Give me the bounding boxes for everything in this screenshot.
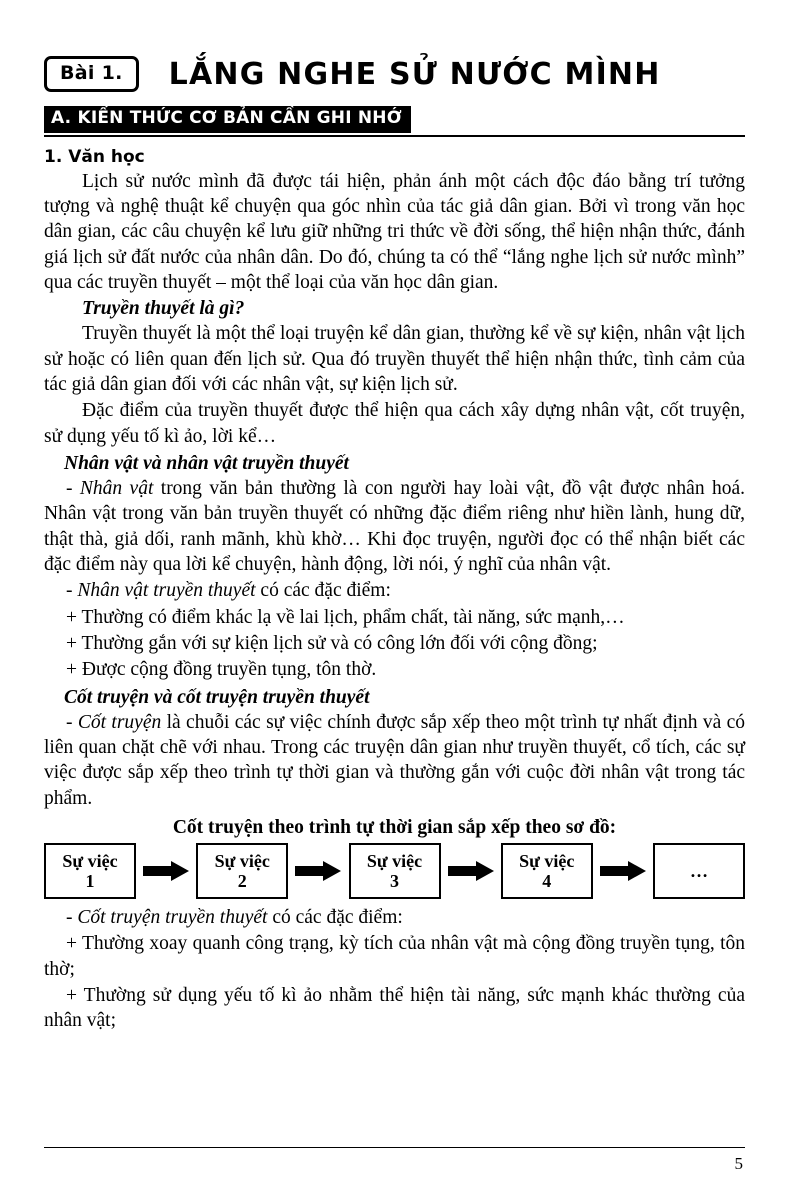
lead-cot-truyen-tt: - Cốt truyện truyền thuyết	[66, 907, 268, 929]
heading-van-hoc: 1. Văn học	[44, 146, 145, 167]
lesson-title: LẮNG NGHE SỬ NƯỚC MÌNH	[168, 56, 661, 92]
flow-box-3	[349, 843, 441, 899]
flow-box-label-2: Sự việc	[214, 850, 270, 871]
text-cot-truyen-tt: có các đặc điểm:	[267, 907, 403, 929]
arrow-right-icon	[143, 860, 189, 882]
flow-box-num-5: …	[690, 861, 708, 882]
lesson-badge: Bài 1.	[44, 56, 139, 92]
flow-box-num-4: 4	[542, 871, 552, 892]
text-nhan-vat: trong văn bản thường là con người hay loài vật, đồ vật được nhân hoá. Nhân vật trong văn bản truyền thuyết có những đặc điểm riêng như hiền lành, hung dữ, thật thà, giả dối, ranh mãnh, khù khờ… Khi đọc truyện, người đọc có thể nhận biết các đặc điểm này qua lời kể chuyện, hành động, lời nói, ý nghĩ của nhân vật.	[44, 477, 745, 576]
section-a-bar: A. KIẾN THỨC CƠ BẢN CẦN GHI NHỚ	[44, 106, 411, 133]
paragraph-dac-diem: Đặc điểm của truyền thuyết được thể hiện qua cách xây dựng nhân vật, cốt truyện, sử dụng yếu tố kì ảo, lời kể…	[44, 400, 745, 447]
term-truyen-thuyet-la-gi: Truyền thuyết là gì?	[82, 298, 245, 320]
bullet-nhan-vat-2: + Thường gắn với sự kiện lịch sử và có công lớn đối với cộng đồng;	[66, 633, 598, 655]
flow-box-label-3: Sự việc	[366, 850, 423, 871]
arrow-right-icon	[295, 860, 341, 882]
bullet-nhan-vat-1: + Thường có điểm khác lạ về lai lịch, phẩm chất, tài năng, sức mạnh,…	[66, 606, 625, 628]
flow-box-num-2: 2	[237, 871, 247, 892]
text-cot-truyen: là chuỗi các sự việc chính được sắp xếp theo một trình tự nhất định và có liên quan chặt chẽ với nhau. Trong các truyện dân gian như truyền thuyết, cổ tích, các sự việc được sắp xếp theo trình tự thời gian và thường gắn với cuộc đời nhân vật trong tác phẩm.	[44, 711, 746, 809]
paragraph-intro: Lịch sử nước mình đã được tái hiện, phản ánh một cách độc đáo bằng trí tưởng tượng và nghệ thuật kể chuyện qua góc nhìn của tác giả dân gian. Bởi vì trong văn học dân gian, các câu chuyện kể lưu giữ những tri thức về đời sống, thể hiện nhận thức, đánh giá lịch sử đất nước của nhân dân. Do đó, chúng ta có thể “lắng nghe lịch sử nước mình” qua các truyền thuyết – một thể loại của văn học dân gian.	[44, 170, 745, 293]
bullet-nhan-vat-3: + Được cộng đồng truyền tụng, tôn thờ.	[66, 659, 377, 681]
text-nhan-vat-tt: có các đặc điểm:	[255, 580, 391, 602]
bullet-cot-truyen-1: + Thường xoay quanh công trạng, kỳ tích của nhân vật mà cộng đồng truyền tụng, tôn thờ;	[44, 933, 745, 980]
flow-box-2	[196, 843, 288, 899]
footer-divider	[44, 1147, 745, 1148]
paragraph-cot-truyen	[44, 710, 745, 811]
lesson-header	[44, 56, 745, 92]
paragraph-nhan-vat	[44, 476, 745, 577]
bullet-cot-truyen-2: + Thường sử dụng yếu tố kì ảo nhằm thể hiện tài năng, sức mạnh khác thường của nhân vật;	[44, 985, 745, 1032]
paragraph-nhan-vat-tt	[44, 578, 745, 603]
lead-cot-truyen: - Cốt truyện	[66, 711, 162, 733]
term-nhan-vat: Nhân vật và nhân vật truyền thuyết	[64, 452, 349, 474]
lead-nhan-vat-tt: - Nhân vật truyền thuyết	[66, 580, 256, 602]
arrow-right-icon	[448, 860, 494, 882]
term-cot-truyen: Cốt truyện và cốt truyện truyền thuyết	[64, 686, 370, 708]
flow-box-num-1: 1	[85, 871, 95, 892]
page-number: 5	[734, 1154, 743, 1173]
lead-nhan-vat: - Nhân vật	[66, 477, 154, 499]
diagram-caption: Cốt truyện theo trình tự thời gian sắp xếp theo sơ đồ:	[172, 817, 617, 839]
flow-box-1	[44, 843, 136, 899]
header-divider	[44, 135, 745, 137]
flow-box-4	[501, 843, 593, 899]
paragraph-dinh-nghia: Truyền thuyết là một thể loại truyện kể dân gian, thường kể về sự kiện, nhân vật lịch sử hoặc có liên quan đến lịch sử. Qua đó truyền thuyết thể hiện nhận thức, tình cảm của tác giả dân gian đối với các nhân vật, sự kiện lịch sử.	[44, 323, 745, 395]
paragraph-cot-truyen-tt	[44, 905, 745, 930]
flow-box-label-1: Sự việc	[62, 850, 118, 871]
section-a-header	[44, 92, 745, 137]
flow-box-5	[653, 843, 745, 899]
flow-box-num-3: 3	[390, 871, 399, 892]
flow-diagram	[44, 843, 745, 899]
arrow-right-icon	[600, 860, 646, 882]
flow-box-label-4: Sự việc	[519, 850, 575, 871]
